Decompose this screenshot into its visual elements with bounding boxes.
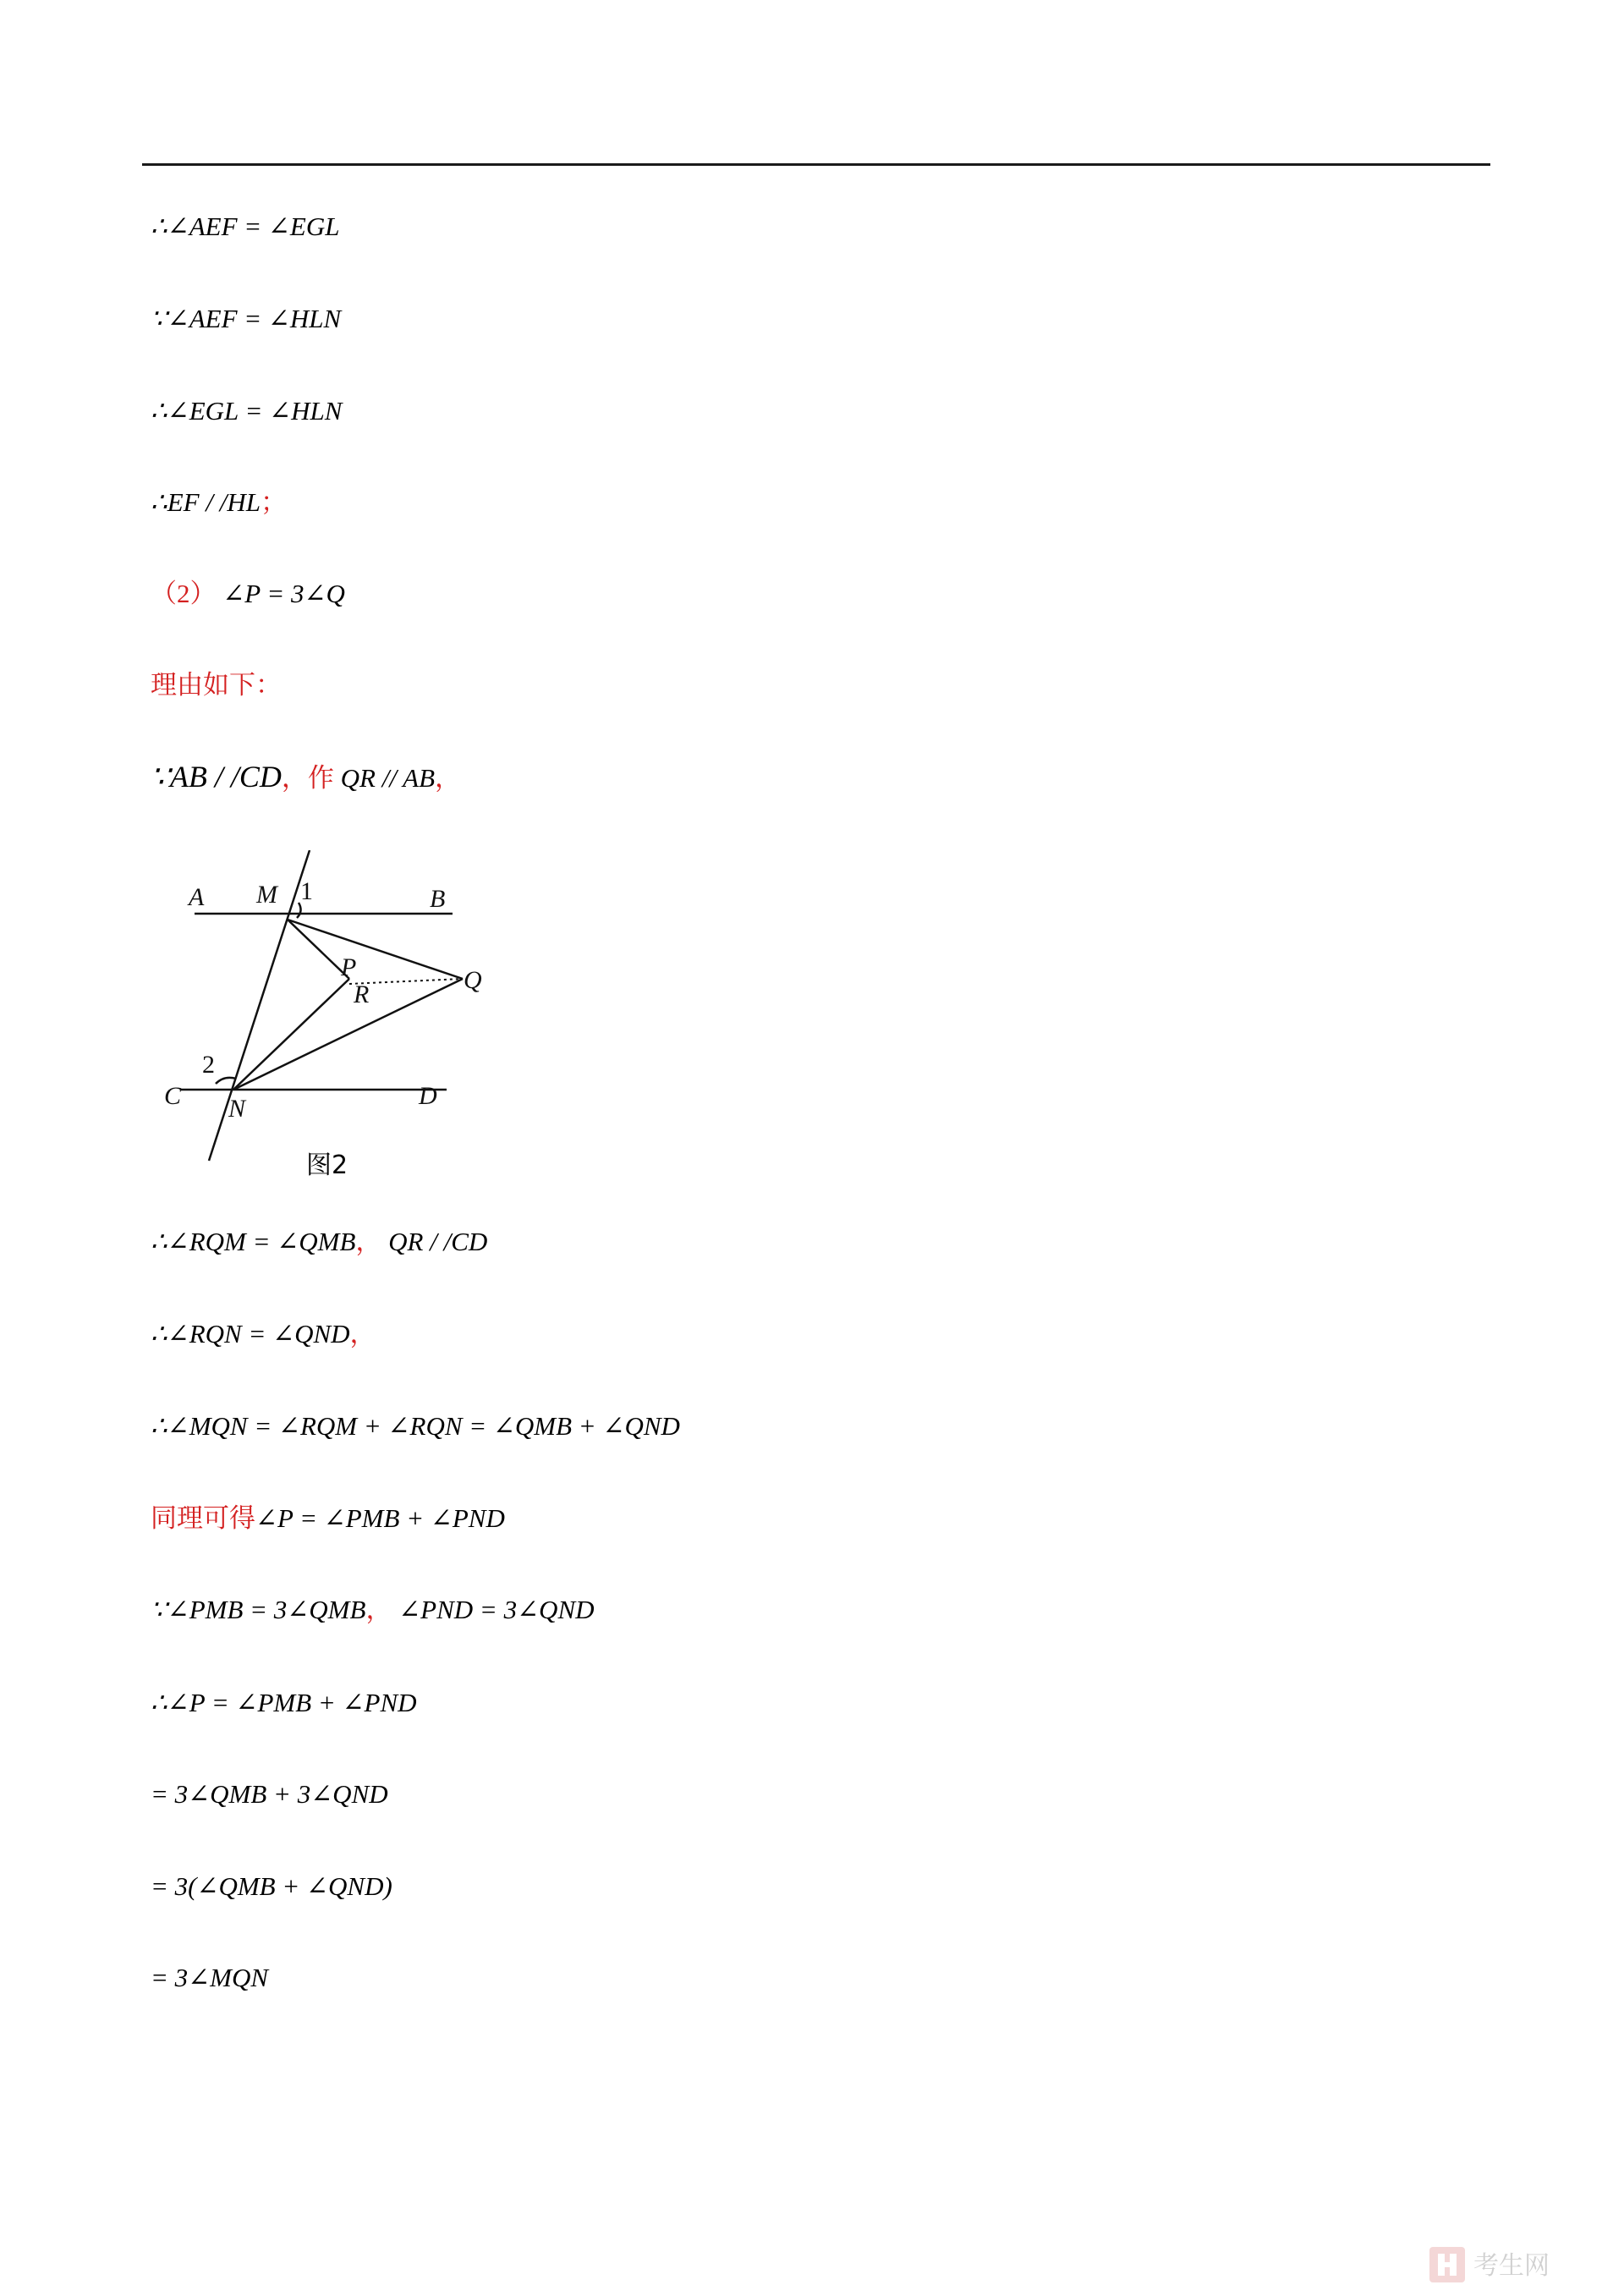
segment-nq	[233, 979, 463, 1090]
label-d: D	[419, 1082, 437, 1110]
proof-line-12-math-a: ∵∠PMB = 3∠QMB	[151, 1595, 366, 1624]
label-r: R	[354, 980, 370, 1008]
proof-line-12-math-b: ∠PND = 3∠QND	[398, 1595, 595, 1624]
figure-caption: 图2	[306, 1151, 348, 1180]
construction-line	[151, 760, 461, 795]
proof-line-1: ∴∠AEF = ∠EGL	[151, 211, 340, 241]
part-2-claim: ∠P = 3∠Q	[222, 579, 345, 608]
angle-2-arc	[216, 1078, 236, 1084]
part-2-number: （2）	[151, 579, 217, 608]
label-q: Q	[464, 966, 482, 994]
proof-line-3: ∴∠EGL = ∠HLN	[151, 396, 343, 426]
proof-line-11-text: 同理可得	[151, 1503, 255, 1533]
label-c: C	[164, 1082, 182, 1110]
proof-line-4-punct: ；	[260, 487, 287, 517]
label-n: N	[228, 1095, 246, 1123]
label-angle-2: 2	[202, 1051, 215, 1079]
proof-line-2: ∵∠AEF = ∠HLN	[151, 304, 342, 333]
proof-line-11	[151, 1502, 505, 1535]
label-p: P	[341, 953, 357, 981]
proof-line-8	[151, 1225, 487, 1259]
construction-given: ∵AB / /CD	[151, 760, 282, 794]
geometry-figure	[156, 850, 512, 1180]
proof-line-9-math: ∴∠RQN = ∠QND	[151, 1319, 350, 1348]
proof-line-8-punct: ，	[355, 1227, 382, 1256]
construction-parallel: QR // AB	[340, 763, 436, 793]
proof-line-12	[151, 1593, 595, 1627]
construction-text: ，作	[281, 763, 334, 793]
proof-line-12-punct: ，	[365, 1595, 392, 1624]
label-a: A	[189, 883, 205, 911]
proof-line-10: ∴∠MQN = ∠RQM + ∠RQN = ∠QMB + ∠QND	[151, 1411, 680, 1441]
proof-line-4	[151, 486, 287, 519]
proof-line-8-math-a: ∴∠RQM = ∠QMB	[151, 1227, 356, 1256]
proof-line-16: = 3∠MQN	[151, 1963, 269, 1992]
proof-line-9	[151, 1317, 376, 1351]
watermark-text: 考生网	[1473, 2251, 1550, 2281]
reason-heading: 理由如下：	[151, 670, 282, 700]
label-m: M	[256, 881, 277, 909]
proof-line-14: = 3∠QMB + 3∠QND	[151, 1779, 388, 1809]
label-angle-1: 1	[300, 877, 313, 905]
proof-line-11-math: ∠P = ∠PMB + ∠PND	[255, 1503, 505, 1533]
proof-line-13: ∴∠P = ∠PMB + ∠PND	[151, 1688, 417, 1717]
watermark-logo	[1428, 2244, 1601, 2288]
segment-mq	[288, 920, 463, 979]
part-2-statement	[151, 577, 345, 611]
label-b: B	[430, 885, 446, 913]
proof-line-8-math-b: QR / /CD	[388, 1227, 488, 1256]
watermark-logo-svg	[1428, 2244, 1601, 2288]
figure-svg	[156, 850, 512, 1180]
proof-line-4-math: ∴EF / /HL	[151, 487, 261, 517]
proof-line-9-punct: ，	[349, 1319, 376, 1348]
construction-punct: ，	[435, 763, 462, 793]
proof-line-15: = 3(∠QMB + ∠QND)	[151, 1871, 392, 1901]
header-rule	[142, 163, 1490, 166]
